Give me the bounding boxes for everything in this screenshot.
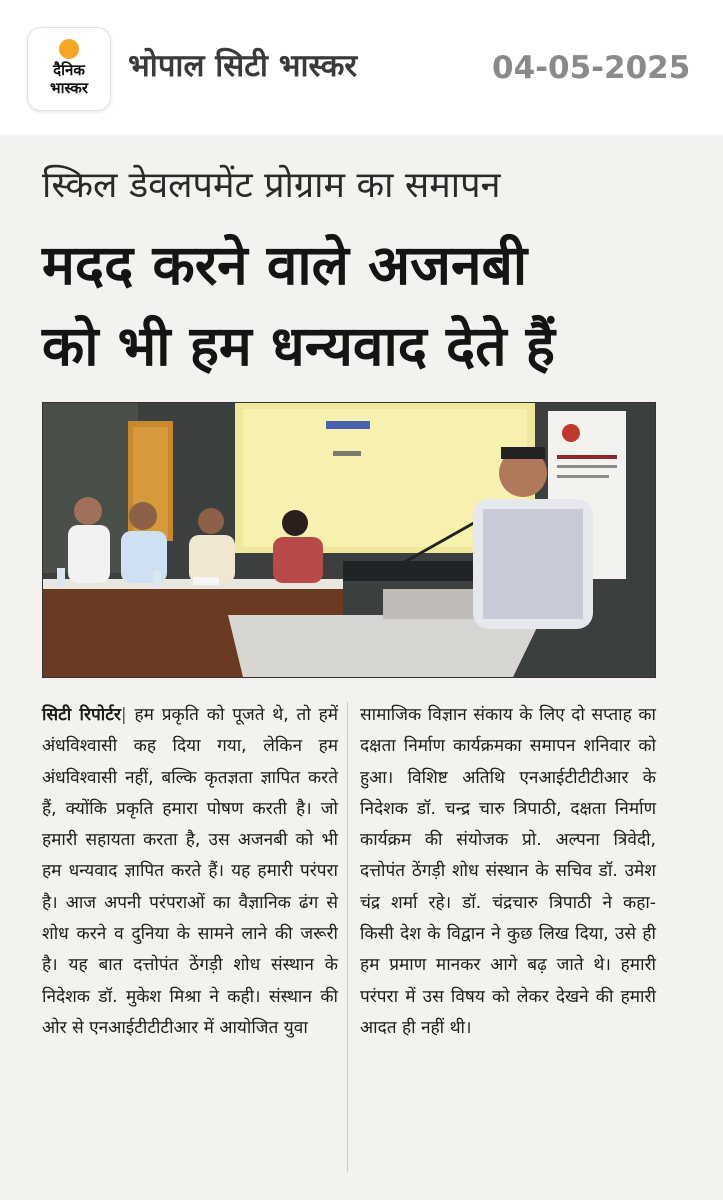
event-photo	[42, 402, 656, 678]
article-kicker: स्किल डेवलपमेंट प्रोग्राम का समापन	[42, 165, 501, 206]
headline-line-1: मदद करने वाले अजनबी	[42, 233, 528, 297]
logo-text-bhaskar: भास्कर	[50, 79, 88, 97]
body-text-right: सामाजिक विज्ञान संकाय के लिए दो सप्ताह का दक्षता निर्माण कार्यक्रमका समापन शनिवार को हुआ। विशिष्ट अतिथि एनआईटीटीटीआर के निदेशक डॉ. चन्द्र चारु त्रिपाठी, दक्षता निर्माण कार्यक्रम की संयोजक प्रो. अल्पना त्रिवेदी, दत्तोपंत ठेंगड़ी शोध संस्थान के सचिव डॉ. उमेश चंद्र शर्मा रहे। डॉ. चंद्रचारु त्रिपाठी ने कहा- किसी देश के विद्वान ने कुछ लिख दिया, उसे ही हम प्रमाण मानकर आगे बढ़ जाते थे। हमारी परंपरा में उस विषय को लेकर देखने की हमारी आदत ही नहीं थी।	[360, 705, 656, 1038]
byline-separator: |	[120, 705, 127, 725]
app-header	[0, 0, 723, 135]
headline-line-2: को भी हम धन्यवाद देते हैं	[42, 314, 555, 378]
sun-icon	[59, 39, 79, 59]
logo-text-dainik: दैनिक	[53, 61, 85, 79]
edition-title: भोपाल सिटी भास्कर	[128, 48, 358, 84]
body-text-left: हम प्रकृति को पूजते थे, तो हमें अंधविश्वासी कह दिया गया, लेकिन हम अंधविश्वासी नहीं, बल्कि कृतज्ञता ज्ञापित करते हैं, क्योंकि प्रकृति हमारा पोषण करती है। जो हमारी सहायता करता है, उस अजनबी को भी हम धन्यवाद ज्ञापित करते हैं। यह हमारी परंपरा है। आज अपनी परंपराओं का वैज्ञानिक ढंग से शोध करने व दुनिया के सामने लाने की जरूरी है। यह बात दत्तोपंत ठेंगड़ी शोध संस्थान के निदेशक डॉ. मुकेश मिश्रा ने कही। संस्थान की ओर से एनआईटीटीटीआर में आयोजित युवा	[42, 705, 339, 1038]
dainik-bhaskar-logo[interactable]	[27, 27, 111, 111]
column-divider	[347, 702, 348, 1172]
article-body-column-2	[360, 700, 656, 1044]
edition-date: 04-05-2025	[492, 50, 691, 86]
article-body-column-1	[42, 700, 338, 1044]
byline: सिटी रिपोर्टर	[42, 705, 121, 725]
